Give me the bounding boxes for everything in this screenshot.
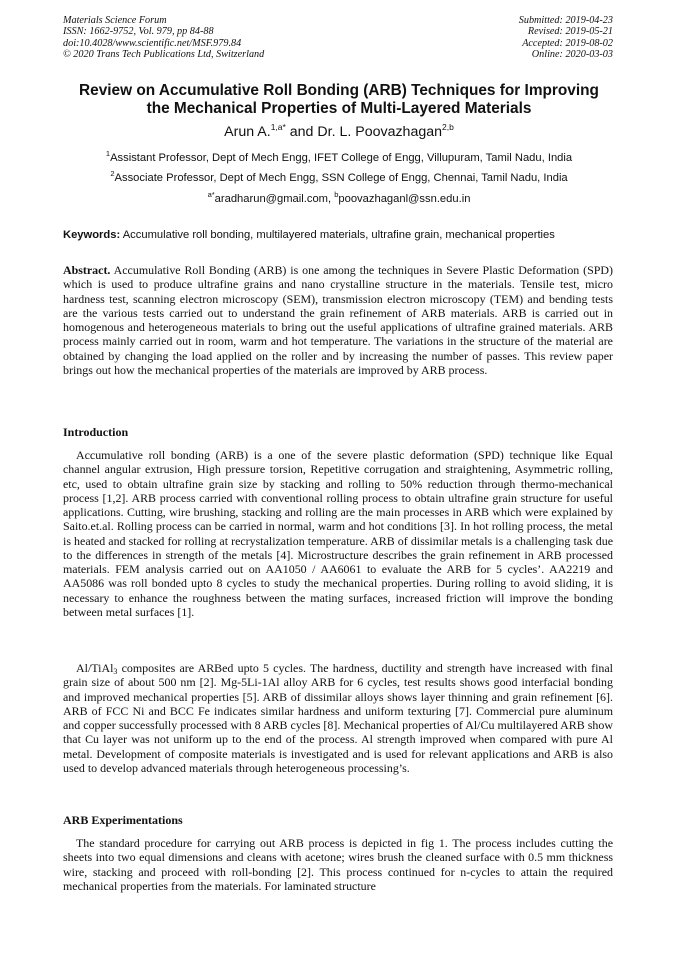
arb-experimentations-paragraph-1: The standard procedure for carrying out ARB process is depicted in fig 1. The process includes cutting the sheets into two equal dimensions and cleans with acetone; wires brush the cleaned surface with 0.5 mm thickness wire, stacking and proceed with roll-bonding [2]. This process continued for n-cycles to attain the required mechanical properties from the materials. For laminated structure [63,836,613,893]
affiliation-1-marker: 1 [105,149,111,158]
email-2-marker: b [334,190,339,199]
affiliation-1 [40,151,638,165]
affiliation-2 [40,171,638,185]
journal-copyright: © 2020 Trans Tech Publications Ltd, Switzerland [63,49,265,61]
date-submitted: Submitted: 2019-04-23 [518,15,613,26]
journal-doi: doi:10.4028/www.scientific.net/MSF.979.84 [63,37,242,49]
journal-header [63,15,264,61]
author-line [40,124,638,141]
abstract-text: Accumulative Roll Bonding (ARB) is one among the techniques in Severe Plastic Deformation (SPD) which is used to produce ultrafine grains and nano crystalline structure in the materials. Tensile test, micro hardness test, scanning electron microscopy (SEM), transmission electron microscopy (TEM) and bending tests are the various tests carried out to understand the grain refinement of ARB materials. ARB is carried out in homogenous and heterogeneous materials to bring out the useful applications of ultrafine grained materials. ARB process mainly carried out in room, warm and hot temperature. The variations in the structure of the material are obtained by changing the load applied on the roller and by increasing the number of passes. This review paper brings out how the mechanical properties of the materials are improved by ARB process. [63,263,613,377]
abstract [63,263,613,377]
intro-para2-lead: Al/TiAl [76,661,114,675]
introduction-heading: Introduction [63,425,129,439]
keywords-text: Accumulative roll bonding, multilayered materials, ultrafine grain, mechanical properties [120,229,555,241]
author-2-marker: 2,b [442,122,454,132]
introduction-paragraph-2 [63,661,613,775]
affiliation-2-text: Associate Professor, Dept of Mech Engg, SSN College of Engg, Chennai, Tamil Nadu, India [114,172,568,184]
affiliation-1-text: Assistant Professor, Dept of Mech Engg, IFET College of Engg, Villupuram, Tamil Nadu, India [110,152,573,164]
email-1[interactable]: aradharun@gmail.com, [214,193,335,205]
intro-para2-subscript: 3 [113,667,118,676]
date-accepted: Accepted: 2019-08-02 [522,37,613,49]
title-line-1: Review on Accumulative Roll Bonding (ARB) Techniques for Improving [79,82,599,99]
journal-issn: ISSN: 1662-9752, Vol. 979, pp 84-88 [63,26,214,38]
email-1-marker: a* [207,190,215,199]
paper-title [55,82,623,118]
introduction-paragraph-1: Accumulative roll bonding (ARB) is a one of the severe plastic deformation (SPD) technique like Equal channel angular extrusion, High pressure torsion, Repetitive corrugation and straightening, Asymmetric rolling, etc, used to obtain ultrafine grain size by stacking and rolling to 50% reduction through thermo-mechanical process [1,2]. ARB process carried with conventional rolling process to obtain ultrafine grain structure for useful applications. Cutting, wire brushing, stacking and rolling are the main processes in ARB which were explained by Saito.et.al. Rolling process can be carried in normal, warm and hot conditions [3]. In hot rolling process, the metal is heated and stacked for rolling at recrystalization temperature. ARB of dissimilar metals is a challenging task due to the differences in strength of the metals [4]. Microstructure describes the grain refinement in ARB processed materials. FEM analysis carried out on AA1050 / AA6061 to evaluate the ARB for 5 cycles’. AA2219 and AA5086 was roll bonded upto 8 cycles to study the mechanical properties. During rolling to avoid sliding, it is necessary to enhance the roughness between the mating surfaces, increased friction will improve the bonding between metal surfaces [1]. [63,448,613,619]
author-1-marker: 1,a* [270,122,286,132]
author-2: and Dr. L. Poovazhagan [285,124,443,140]
affiliation-2-marker: 2 [110,169,115,178]
arb-experimentations-heading: ARB Experimentations [63,813,183,827]
email-line [40,192,638,206]
dates-header [519,15,613,61]
abstract-label: Abstract. [63,263,111,277]
title-line-2: the Mechanical Properties of Multi-Layered Materials [146,100,532,118]
email-2[interactable]: poovazhaganl@ssn.edu.in [338,193,471,205]
date-online: Online: 2020-03-03 [531,49,613,61]
date-revised: Revised: 2019-05-21 [527,26,613,38]
keywords [63,228,623,242]
intro-para2-text: composites are ARBed upto 5 cycles. The hardness, ductility and strength have increased with final grain size of about 500 nm [2]. Mg-5Li-1Al alloy ARB for 6 cycles, test results shows good interfacial bonding and improved mechanical properties [5]. ARB of dissimilar alloys shows layer thinning and grain refinement [6]. ARB of FCC Ni and BCC Fe indicates similar hardness and uniform texturing [7]. Commercial pure aluminum and copper successfully processed with 8 ARB cycles [8]. Mechanical properties of Al/Cu multilayered ARB show that Cu layer was not uniform up to the end of the process. Al strength improved when compared with pure Al metal. Development of composite materials is investigated and is used for relevant applications and ARB is also used to develop advanced materials through heterogeneous processing’s. [63,661,613,775]
author-1: Arun A. [224,124,271,140]
journal-name: Materials Science Forum [63,15,167,26]
keywords-label: Keywords: [63,229,121,241]
